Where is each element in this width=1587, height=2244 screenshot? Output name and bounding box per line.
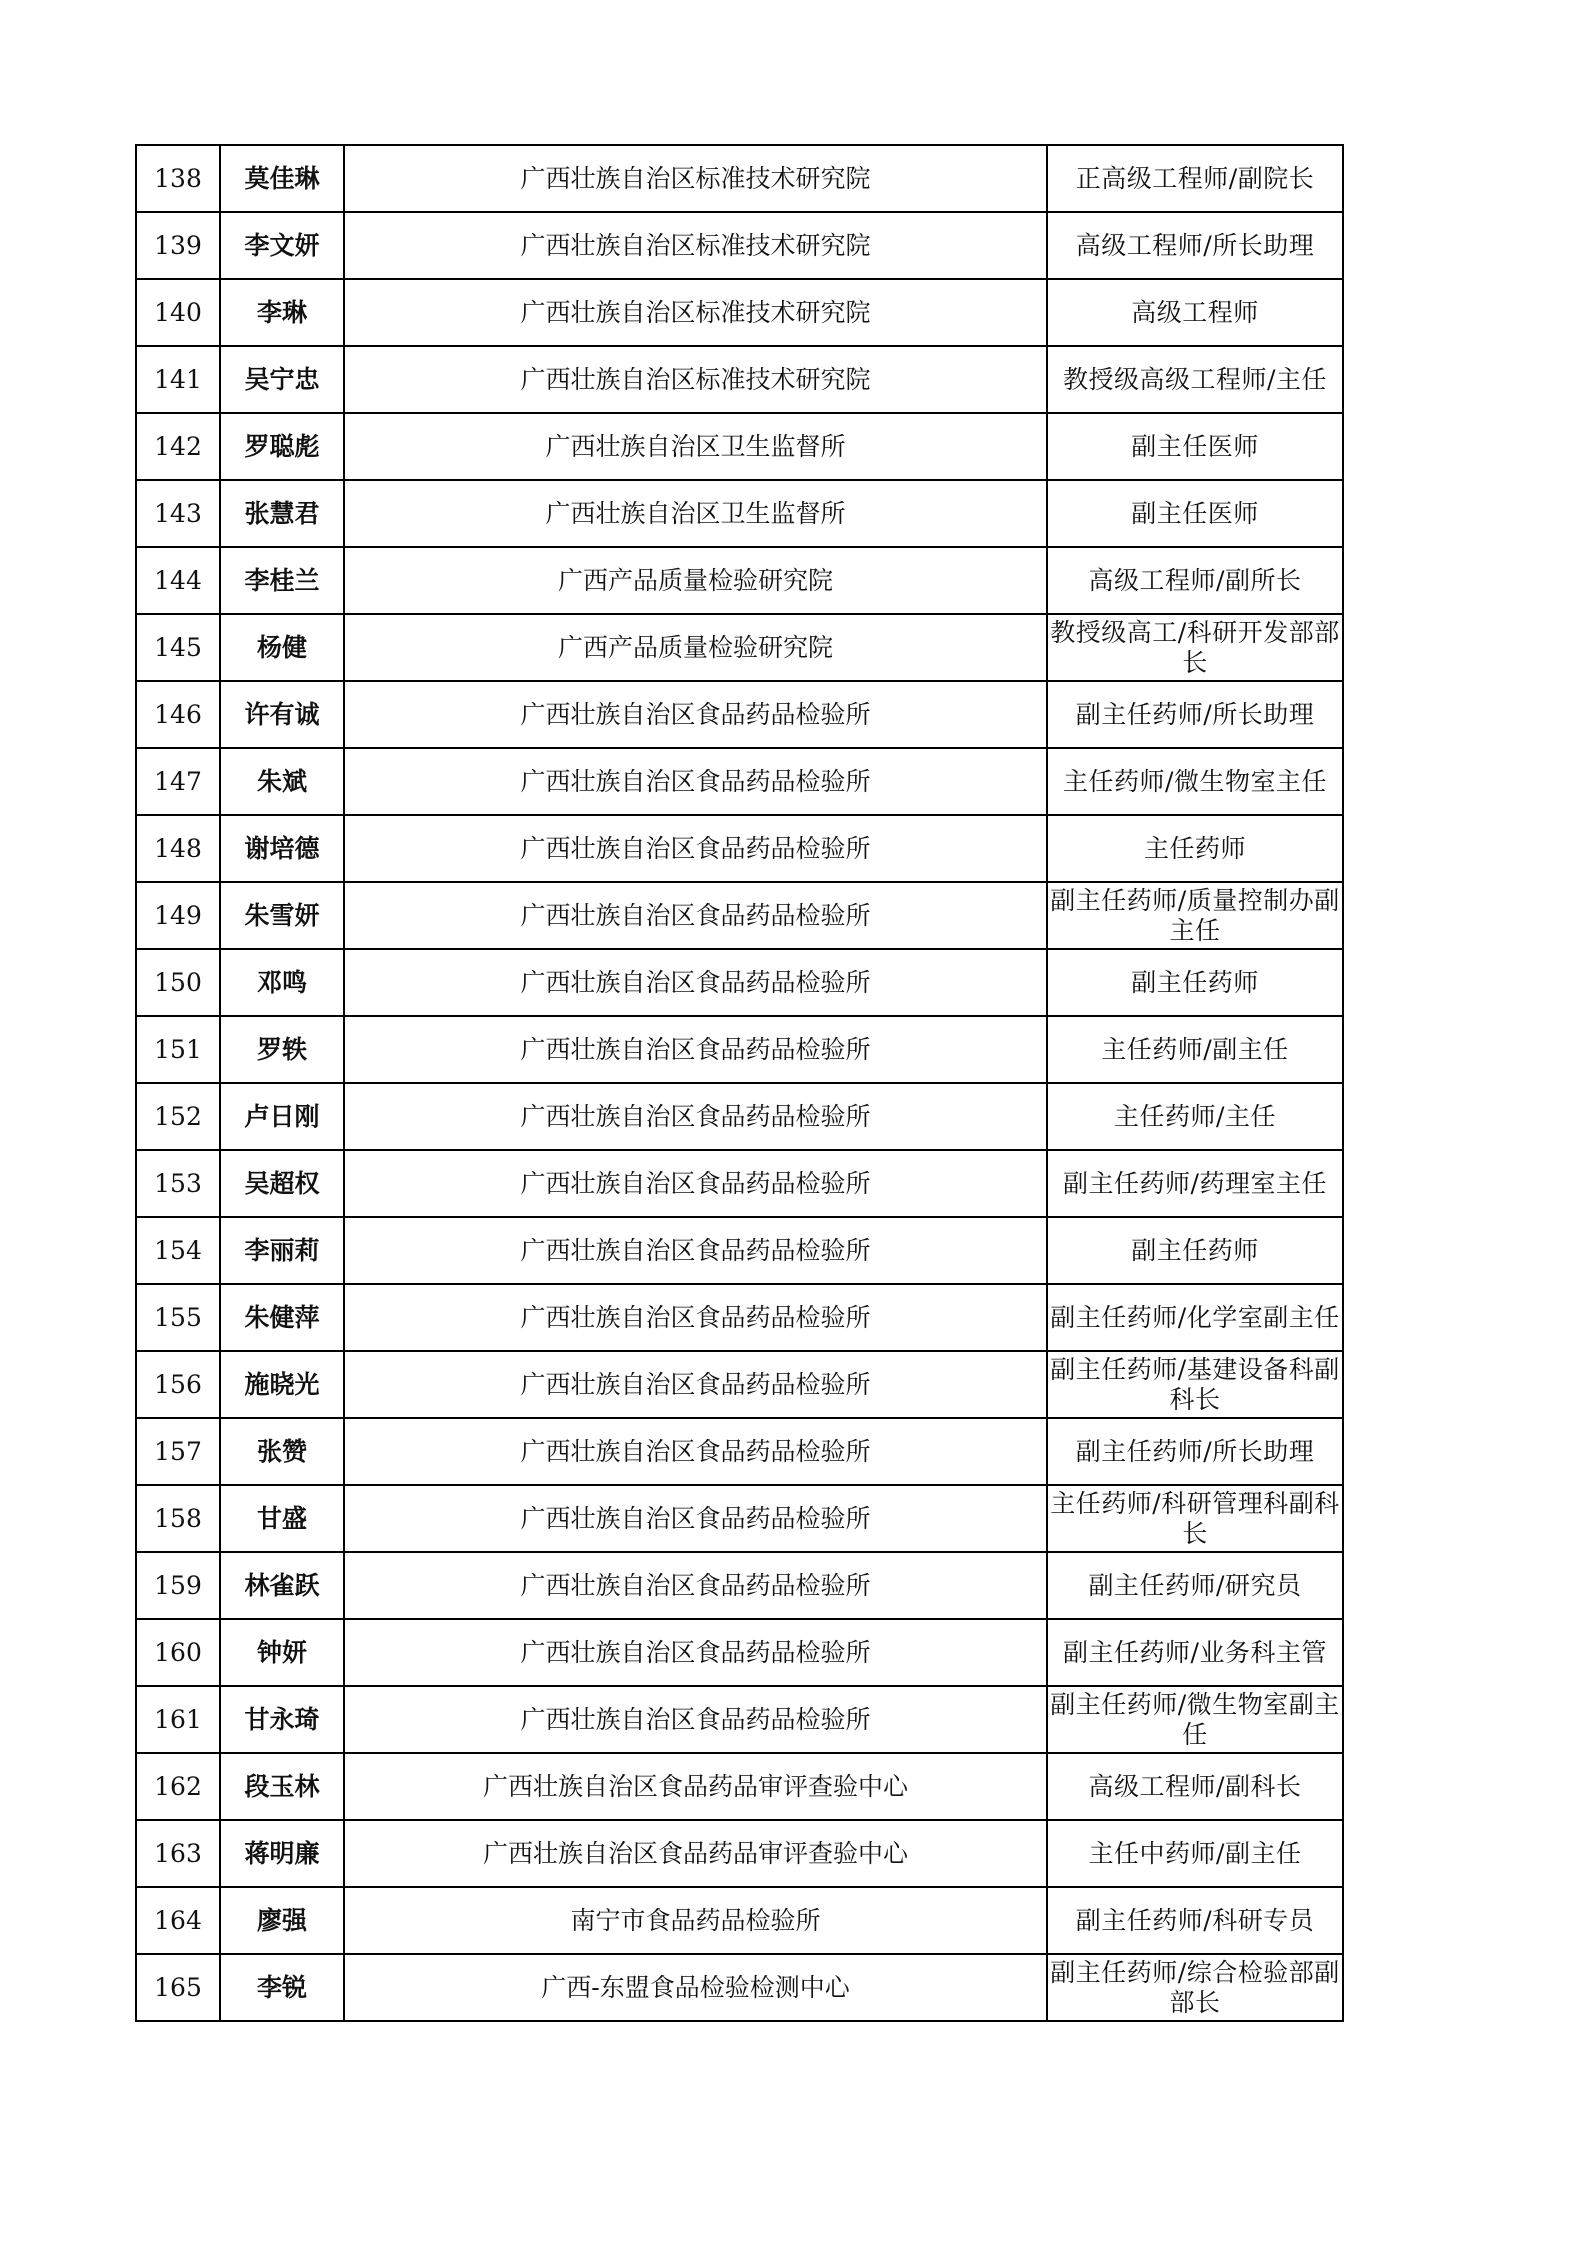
- table-row: [136, 1016, 1343, 1083]
- title-cell: 主任中药师/副主任: [1047, 1820, 1343, 1887]
- title-cell: 副主任医师: [1047, 413, 1343, 480]
- table-body: [136, 145, 1343, 2021]
- name-cell: 甘盛: [220, 1485, 344, 1552]
- row-number-cell: 142: [136, 413, 220, 480]
- row-number-cell: 165: [136, 1954, 220, 2021]
- table-row: [136, 1820, 1343, 1887]
- row-number-cell: 141: [136, 346, 220, 413]
- organization-cell: 广西壮族自治区标准技术研究院: [344, 145, 1047, 212]
- table-row: [136, 748, 1343, 815]
- name-cell: 蒋明廉: [220, 1820, 344, 1887]
- row-number-cell: 153: [136, 1150, 220, 1217]
- organization-cell: 广西壮族自治区食品药品审评查验中心: [344, 1753, 1047, 1820]
- title-cell: 副主任药师/科研专员: [1047, 1887, 1343, 1954]
- row-number-cell: 138: [136, 145, 220, 212]
- organization-cell: 广西产品质量检验研究院: [344, 614, 1047, 681]
- name-cell: 杨健: [220, 614, 344, 681]
- name-cell: 罗轶: [220, 1016, 344, 1083]
- name-cell: 莫佳琳: [220, 145, 344, 212]
- row-number-cell: 151: [136, 1016, 220, 1083]
- title-cell: 主任药师/主任: [1047, 1083, 1343, 1150]
- name-cell: 朱健萍: [220, 1284, 344, 1351]
- name-cell: 李丽莉: [220, 1217, 344, 1284]
- title-cell: 主任药师: [1047, 815, 1343, 882]
- name-cell: 张慧君: [220, 480, 344, 547]
- row-number-cell: 158: [136, 1485, 220, 1552]
- table-row: [136, 480, 1343, 547]
- table-row: [136, 1686, 1343, 1753]
- organization-cell: 广西壮族自治区食品药品检验所: [344, 1351, 1047, 1418]
- title-cell: 正高级工程师/副院长: [1047, 145, 1343, 212]
- organization-cell: 广西壮族自治区卫生监督所: [344, 480, 1047, 547]
- title-cell: 高级工程师/副所长: [1047, 547, 1343, 614]
- title-cell: 副主任药师/所长助理: [1047, 681, 1343, 748]
- title-cell: 高级工程师/所长助理: [1047, 212, 1343, 279]
- name-cell: 甘永琦: [220, 1686, 344, 1753]
- table-row: [136, 1954, 1343, 2021]
- expert-list-table: [135, 144, 1344, 2022]
- table-row: [136, 1351, 1343, 1418]
- organization-cell: 广西壮族自治区食品药品审评查验中心: [344, 1820, 1047, 1887]
- table-row: [136, 1418, 1343, 1485]
- organization-cell: 广西壮族自治区食品药品检验所: [344, 1552, 1047, 1619]
- table-row: [136, 1150, 1343, 1217]
- title-cell: 副主任药师/质量控制办副主任: [1047, 882, 1343, 949]
- table-row: [136, 1887, 1343, 1954]
- organization-cell: 广西壮族自治区食品药品检验所: [344, 1016, 1047, 1083]
- row-number-cell: 149: [136, 882, 220, 949]
- table-row: [136, 1485, 1343, 1552]
- row-number-cell: 152: [136, 1083, 220, 1150]
- table-row: [136, 614, 1343, 681]
- organization-cell: 广西壮族自治区标准技术研究院: [344, 346, 1047, 413]
- title-cell: 主任药师/科研管理科副科长: [1047, 1485, 1343, 1552]
- name-cell: 吴宁忠: [220, 346, 344, 413]
- row-number-cell: 145: [136, 614, 220, 681]
- title-cell: 高级工程师/副科长: [1047, 1753, 1343, 1820]
- row-number-cell: 144: [136, 547, 220, 614]
- title-cell: 副主任药师/微生物室副主任: [1047, 1686, 1343, 1753]
- row-number-cell: 143: [136, 480, 220, 547]
- organization-cell: 广西壮族自治区标准技术研究院: [344, 279, 1047, 346]
- table-row: [136, 1619, 1343, 1686]
- title-cell: 副主任药师/化学室副主任: [1047, 1284, 1343, 1351]
- table-row: [136, 882, 1343, 949]
- title-cell: 副主任药师: [1047, 1217, 1343, 1284]
- title-cell: 副主任药师/综合检验部副部长: [1047, 1954, 1343, 2021]
- organization-cell: 广西壮族自治区食品药品检验所: [344, 1619, 1047, 1686]
- table-row: [136, 145, 1343, 212]
- organization-cell: 广西-东盟食品检验检测中心: [344, 1954, 1047, 2021]
- title-cell: 副主任医师: [1047, 480, 1343, 547]
- organization-cell: 广西壮族自治区食品药品检验所: [344, 1217, 1047, 1284]
- organization-cell: 南宁市食品药品检验所: [344, 1887, 1047, 1954]
- name-cell: 朱雪妍: [220, 882, 344, 949]
- title-cell: 副主任药师/所长助理: [1047, 1418, 1343, 1485]
- name-cell: 施晓光: [220, 1351, 344, 1418]
- table-row: [136, 1083, 1343, 1150]
- row-number-cell: 157: [136, 1418, 220, 1485]
- title-cell: 副主任药师/研究员: [1047, 1552, 1343, 1619]
- row-number-cell: 155: [136, 1284, 220, 1351]
- organization-cell: 广西壮族自治区标准技术研究院: [344, 212, 1047, 279]
- organization-cell: 广西壮族自治区食品药品检验所: [344, 1083, 1047, 1150]
- name-cell: 李琳: [220, 279, 344, 346]
- table-row: [136, 1284, 1343, 1351]
- name-cell: 钟妍: [220, 1619, 344, 1686]
- table-row: [136, 279, 1343, 346]
- organization-cell: 广西壮族自治区食品药品检验所: [344, 681, 1047, 748]
- row-number-cell: 154: [136, 1217, 220, 1284]
- row-number-cell: 147: [136, 748, 220, 815]
- row-number-cell: 156: [136, 1351, 220, 1418]
- organization-cell: 广西壮族自治区食品药品检验所: [344, 1418, 1047, 1485]
- table-row: [136, 1552, 1343, 1619]
- table-row: [136, 1753, 1343, 1820]
- title-cell: 高级工程师: [1047, 279, 1343, 346]
- name-cell: 谢培德: [220, 815, 344, 882]
- organization-cell: 广西壮族自治区卫生监督所: [344, 413, 1047, 480]
- name-cell: 段玉林: [220, 1753, 344, 1820]
- table-row: [136, 1217, 1343, 1284]
- name-cell: 廖强: [220, 1887, 344, 1954]
- title-cell: 主任药师/微生物室主任: [1047, 748, 1343, 815]
- table-row: [136, 346, 1343, 413]
- row-number-cell: 139: [136, 212, 220, 279]
- title-cell: 教授级高级工程师/主任: [1047, 346, 1343, 413]
- row-number-cell: 162: [136, 1753, 220, 1820]
- organization-cell: 广西壮族自治区食品药品检验所: [344, 882, 1047, 949]
- name-cell: 李锐: [220, 1954, 344, 2021]
- organization-cell: 广西壮族自治区食品药品检验所: [344, 1686, 1047, 1753]
- title-cell: 教授级高工/科研开发部部长: [1047, 614, 1343, 681]
- name-cell: 李文妍: [220, 212, 344, 279]
- name-cell: 李桂兰: [220, 547, 344, 614]
- organization-cell: 广西壮族自治区食品药品检验所: [344, 1150, 1047, 1217]
- organization-cell: 广西壮族自治区食品药品检验所: [344, 748, 1047, 815]
- table-row: [136, 681, 1343, 748]
- organization-cell: 广西壮族自治区食品药品检验所: [344, 949, 1047, 1016]
- row-number-cell: 164: [136, 1887, 220, 1954]
- name-cell: 罗聪彪: [220, 413, 344, 480]
- row-number-cell: 159: [136, 1552, 220, 1619]
- organization-cell: 广西产品质量检验研究院: [344, 547, 1047, 614]
- title-cell: 主任药师/副主任: [1047, 1016, 1343, 1083]
- name-cell: 许有诚: [220, 681, 344, 748]
- title-cell: 副主任药师: [1047, 949, 1343, 1016]
- row-number-cell: 146: [136, 681, 220, 748]
- title-cell: 副主任药师/业务科主管: [1047, 1619, 1343, 1686]
- row-number-cell: 150: [136, 949, 220, 1016]
- row-number-cell: 163: [136, 1820, 220, 1887]
- table-row: [136, 413, 1343, 480]
- organization-cell: 广西壮族自治区食品药品检验所: [344, 1284, 1047, 1351]
- title-cell: 副主任药师/基建设备科副科长: [1047, 1351, 1343, 1418]
- name-cell: 张赞: [220, 1418, 344, 1485]
- row-number-cell: 161: [136, 1686, 220, 1753]
- table-row: [136, 949, 1343, 1016]
- name-cell: 朱斌: [220, 748, 344, 815]
- organization-cell: 广西壮族自治区食品药品检验所: [344, 815, 1047, 882]
- row-number-cell: 148: [136, 815, 220, 882]
- name-cell: 吴超权: [220, 1150, 344, 1217]
- row-number-cell: 160: [136, 1619, 220, 1686]
- name-cell: 林雀跃: [220, 1552, 344, 1619]
- row-number-cell: 140: [136, 279, 220, 346]
- table-row: [136, 212, 1343, 279]
- name-cell: 卢日刚: [220, 1083, 344, 1150]
- table-row: [136, 815, 1343, 882]
- name-cell: 邓鸣: [220, 949, 344, 1016]
- title-cell: 副主任药师/药理室主任: [1047, 1150, 1343, 1217]
- table-row: [136, 547, 1343, 614]
- organization-cell: 广西壮族自治区食品药品检验所: [344, 1485, 1047, 1552]
